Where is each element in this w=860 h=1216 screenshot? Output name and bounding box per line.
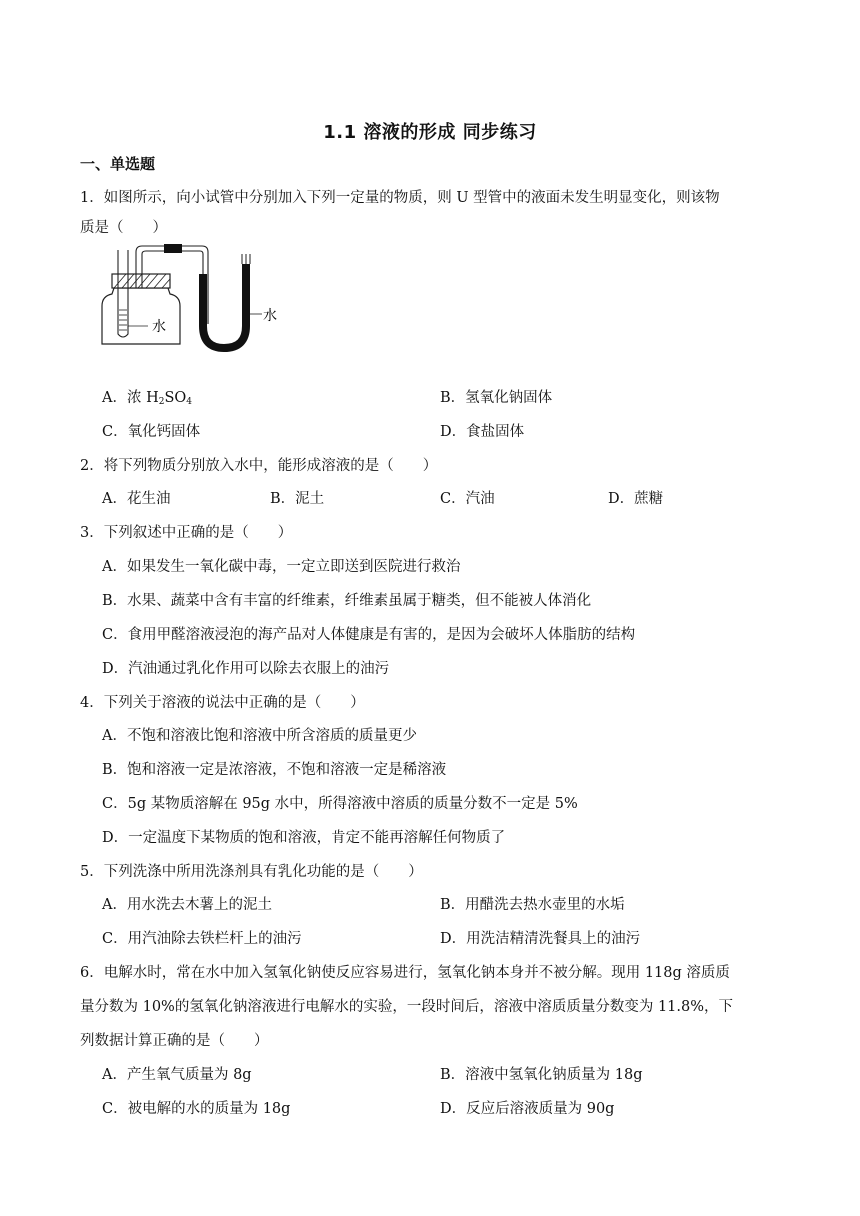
- question-1-option-d: D．食盐固体: [440, 424, 525, 440]
- section-heading: 一、单选题: [80, 155, 156, 173]
- question-2-option-d: D．蔗糖: [608, 491, 664, 507]
- question-2-option-b: B．泥土: [270, 491, 325, 507]
- page-title: 1.1 溶液的形成 同步练习: [323, 122, 537, 143]
- question-3-option-c: C．食用甲醛溶液浸泡的海产品对人体健康是有害的，是因为会破坏人体脂肪的结构: [102, 627, 636, 643]
- question-4-option-a: A．不饱和溶液比饱和溶液中所含溶质的质量更少: [102, 728, 417, 744]
- question-5-option-b: B．用醋洗去热水壶里的水垢: [440, 897, 625, 913]
- question-4-option-c: C．5g 某物质溶解在 95g 水中，所得溶液中溶质的质量分数不一定是 5%: [102, 796, 578, 812]
- question-6-option-c: C．被电解的水的质量为 18g: [102, 1101, 291, 1117]
- question-3-stem: 3．下列叙述中正确的是（ ）: [80, 525, 293, 541]
- question-4-option-b: B．饱和溶液一定是浓溶液，不饱和溶液一定是稀溶液: [102, 762, 447, 778]
- question-6-stem-line3: 列数据计算正确的是（ ）: [80, 1033, 269, 1049]
- question-6-option-d: D．反应后溶液质量为 90g: [440, 1101, 615, 1117]
- question-4-option-d: D．一定温度下某物质的饱和溶液，肯定不能再溶解任何物质了: [102, 830, 506, 846]
- question-2-option-c: C．汽油: [440, 491, 495, 507]
- question-6-option-a: A．产生氧气质量为 8g: [102, 1067, 252, 1083]
- question-6-option-b: B．溶液中氢氧化钠质量为 18g: [440, 1067, 643, 1083]
- question-1-option-c: C．氧化钙固体: [102, 424, 201, 440]
- question-2-stem: 2．将下列物质分别放入水中，能形成溶液的是（ ）: [80, 458, 438, 474]
- figure-label-left: 水: [152, 319, 166, 335]
- question-5-option-c: C．用汽油除去铁栏杆上的油污: [102, 931, 302, 947]
- u-tube-apparatus-figure: [96, 244, 286, 354]
- question-6-stem-line1: 6．电解水时，常在水中加入氢氧化钠使反应容易进行，氢氧化钠本身并不被分解。现用 118g 溶质质: [80, 965, 730, 981]
- question-1-stem-line1: 1．如图所示，向小试管中分别加入下列一定量的物质，则 U 型管中的液面未发生明显变化，则该物: [80, 190, 720, 206]
- question-1-option-b: B．氢氧化钠固体: [440, 390, 553, 406]
- question-5-stem: 5．下列洗涤中所用洗涤剂具有乳化功能的是（ ）: [80, 864, 423, 880]
- question-3-option-d: D．汽油通过乳化作用可以除去衣服上的油污: [102, 661, 390, 677]
- question-1-option-a: A．浓 $H_2SO_4$: [102, 390, 193, 407]
- question-5-option-d: D．用洗洁精清洗餐具上的油污: [440, 931, 641, 947]
- question-3-option-b: B．水果、蔬菜中含有丰富的纤维素，纤维素虽属于糖类，但不能被人体消化: [102, 593, 592, 609]
- question-5-option-a: A．用水洗去木薯上的泥土: [102, 897, 272, 913]
- figure-label-right: 水: [263, 308, 277, 324]
- question-3-option-a: A．如果发生一氧化碳中毒，一定立即送到医院进行救治: [102, 559, 461, 575]
- question-2-option-a: A．花生油: [102, 491, 171, 507]
- question-4-stem: 4．下列关于溶液的说法中正确的是（ ）: [80, 695, 365, 711]
- question-6-stem-line2: 量分数为 10%的氢氧化钠溶液进行电解水的实验，一段时间后，溶液中溶质质量分数变为 11.8%，下: [80, 999, 734, 1015]
- question-1-stem-line2: 质是（ ）: [80, 220, 167, 236]
